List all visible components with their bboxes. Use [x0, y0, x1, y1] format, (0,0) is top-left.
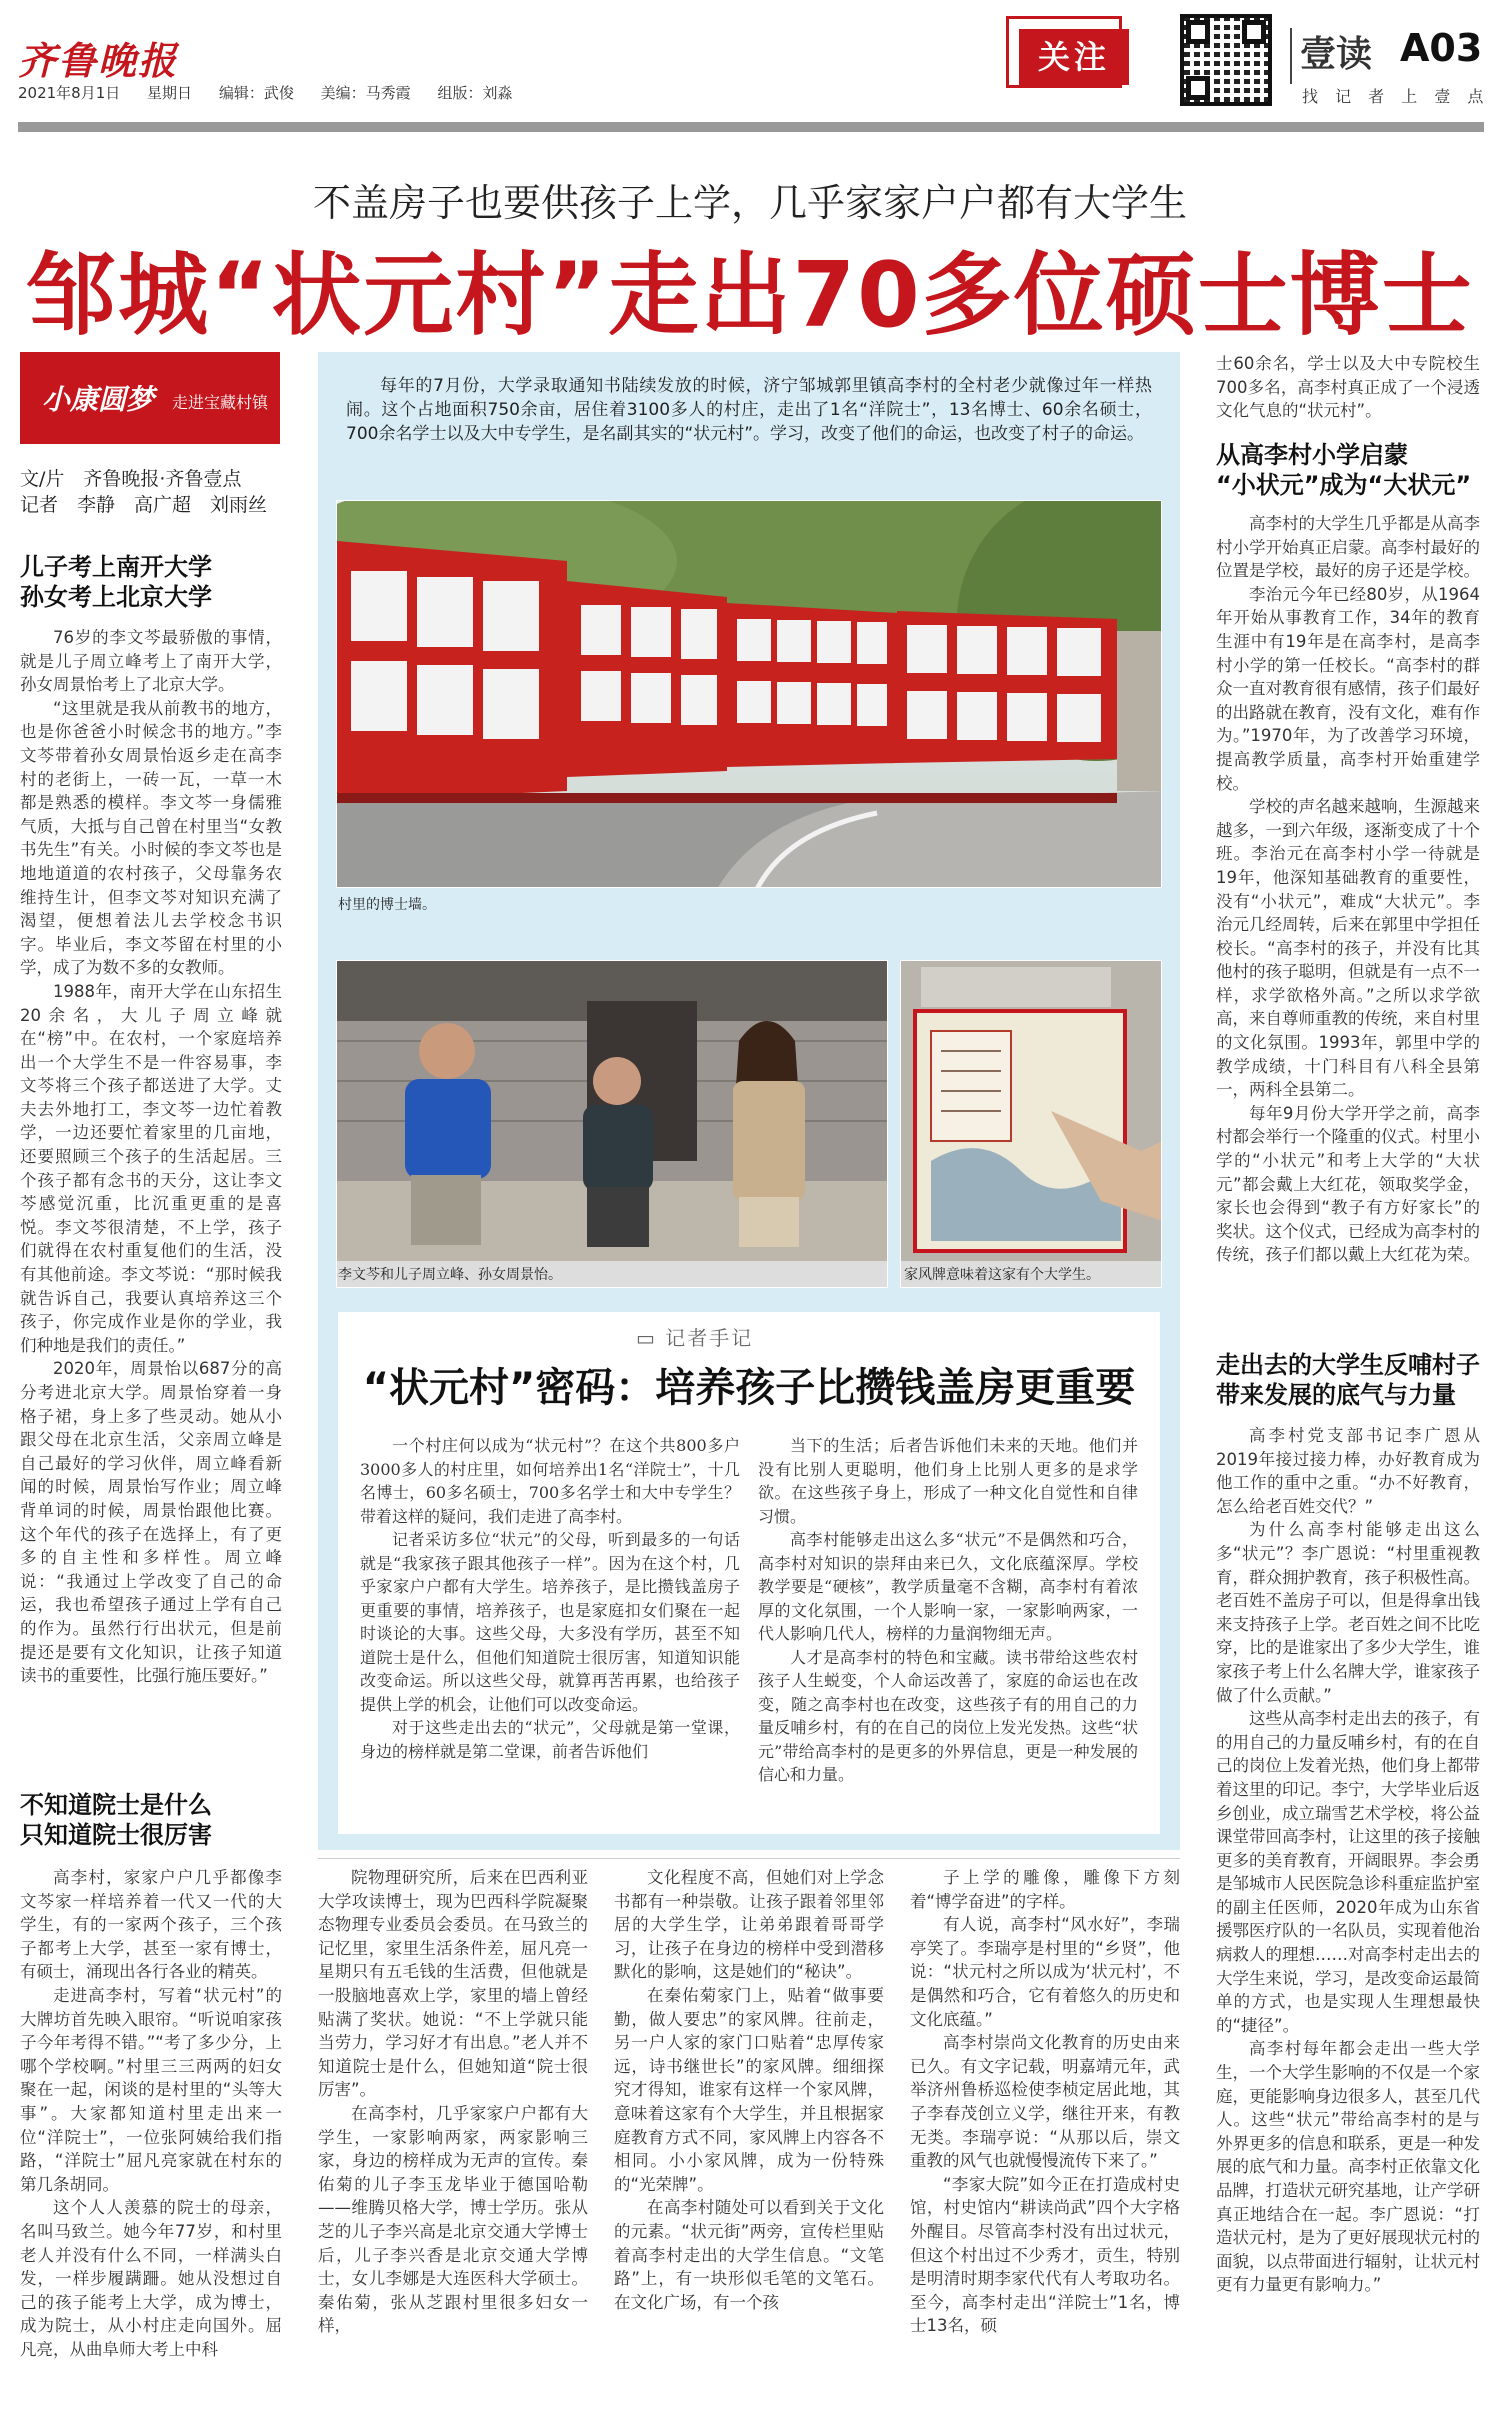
section-name: 壹读	[1300, 34, 1373, 75]
qr-code-icon	[1180, 14, 1272, 106]
notebook-icon: ▭	[636, 1326, 657, 1350]
left-body-2: 高李村，家家户户几乎都像李文芩家一样培养着一代又一代的大学生，有的一家两个孩子，三个孩子都考上大学，甚至一家有博士，有硕士，涌现出各行各业的精英。 走进高李村，写着“状元村”的大牌坊首先映入眼帘。“听说咱家孩子今年考得不错。”“考了多少分，上哪个学校啊。”村里三三两两的妇女聚在一起，闲谈的是村里的“头等大事”。大家都知道村里走出来一位“洋院士”，一位张阿姨给我们指路，“洋院士”屈凡亮家就在村东的第几条胡同。 这个人人羡慕的院士的母亲，名叫马致兰。她今年77岁，和村里老人并没有什么不同，一样满头白发，一样步履蹒跚。她从没想过自己的孩子能考上大学，成为博士，成为院士，从小村庄走向国外。屈凡亮，从曲阜师大考上中科	[20, 1868, 282, 2359]
masthead-rule	[18, 122, 1484, 132]
page-number: A03	[1400, 26, 1483, 70]
feature-box	[318, 352, 1180, 1850]
layout-credit: 组版：刘淼	[437, 84, 513, 102]
newspaper-logo: 齐鲁晚报	[18, 38, 179, 83]
column-tag	[20, 352, 280, 444]
sub-headline: 不盖房子也要供孩子上学，几乎家家户户都有大学生	[312, 181, 1187, 225]
right-heading-2: 走出去的大学生反哺村子 带来发展的底气与力量	[1216, 1351, 1480, 1409]
reporter-note	[338, 1312, 1160, 1834]
reporter-note-left: 一个村庄何以成为“状元村”？在这个共800多户3000多人的村庄里，如何培养出1名“洋院士”，十几名博士，60多名硕士，700多名学士和大中专学生？带着这样的疑问，我们走进了高李村。 记者采访多位“状元”的父母，听到最多的一句话就是“我家孩子跟其他孩子一样”。因为在这个村，几乎家家户户都有大学生。培养孩子，是比攒钱盖房子更重要的事情，培养孩子，也是家庭扣女们聚在一起时谈论的大事。这些父母，大多没有学历，甚至不知道院士是什么，但他们知道院士很厉害，知道知识能改变命运。所以这些父母，就算再苦再累，也给孩子提供上学的机会，让他们可以改变命运。 对于这些走出去的“状元”，父母就是第一堂课，身边的榜样就是第二堂课，前者告诉他们	[360, 1436, 740, 1761]
family-motto-image	[901, 961, 1162, 1261]
issue-date: 2021年8月1日	[18, 84, 121, 102]
right-body-2: 高李村党支部书记李广恩从2019年接过接力棒，办好教育成为他工作的重中之重。“办不好教育，怎么给老百姓交代？” 为什么高李村能够走出这么多“状元”？李广恩说：“村里重视教育，群众拥护教育，孩子积极性高。老百姓不盖房子可以，但是得拿出钱来支持孩子上学。老百姓之间不比吃穿，比的是谁家出了多少大学生，谁家孩子考上什么名牌大学，谁家孩子做了什么贡献。” 这些从高李村走出去的孩子，有的用自己的力量反哺乡村，有的在自己的岗位上发着光热，他们身上都带着这里的印记。李宁，大学毕业后返乡创业，成立瑞雪艺术学校，将公益课堂带回高李村，让这里的孩子接触更多的美育教育，开阔眼界。李会勇是邹城市人民医院急诊科重症监护室的副主任医师，2020年成为山东省援鄂医疗队的一名队员，实现着他治病救人的理想……对高李村走出去的大学生来说，学习，是改变命运最简单的方式，也是实现人生理想最快的“捷径”。 高李村每年都会走出一些大学生，一个大学生影响的不仅是一个家庭，更能影响身边很多人，甚至几代人。这些“状元”带给高李村的是与外界更多的信息和联系，更是一种发展的底气和力量。高李村正依靠文化品牌，打造状元研究基地，让产学研真正地结合在一起。李广恩说：“打造状元村，是为了更好展现状元村的面貌，以点带面进行辐射，让状元村更有力量更有影响力。”	[1216, 1426, 1480, 2295]
caption-family: 李文芩和儿子周立峰、孙女周景怡。	[338, 1267, 562, 1283]
left-heading-2: 不知道院士是什么 只知道院士很厉害	[20, 1791, 212, 1849]
editor-credit: 编辑：武俊	[218, 84, 294, 102]
photo-doctor-wall	[336, 500, 1162, 888]
doctor-wall-image	[337, 501, 1162, 888]
lead-paragraph: 每年的7月份，大学录取通知书陆续发放的时候，济宁邹城郭里镇高李村的全村老少就像过年一样热闹。这个占地面积750余亩，居住着3100多人的村庄，走出了1名“洋院士”，13名博士、60余名硕士，700余名学士以及大中专学生，是名副其实的“状元村”。学习，改变了他们的命运，也改变了村子的命运。	[346, 376, 1152, 444]
byline-reporters: 记者 李静 高广超 刘雨丝	[20, 494, 268, 516]
bottom-col-3: 子上学的雕像，雕像下方刻着“博学奋进”的字样。 有人说，高李村“风水好”，李瑞亭笑了。李瑞亭是村里的“乡贤”，他说：“状元村之所以成为‘状元村’，不是偶然和巧合，它有着悠久的历史和文化底蕴。” 高李村崇尚文化教育的历史由来已久。有文字记载，明嘉靖元年，武举济州鲁桥巡检使李桢定居此地，其子李春茂创立义学，继往开来，有教无类。李瑞亭说：“从那以后，崇文重教的风气也就慢慢流传下来了。” “李家大院”如今正在打造成村史馆，村史馆内“耕读尚武”四个大字格外醒目。尽管高李村没有出过状元，但这个村出过不少秀才，贡生，特别是明清时期李家代代有人考取功名。至今，高李村走出“洋院士”1名，博士13名，硕	[910, 1868, 1180, 2336]
caption-doctor-wall: 村里的博士墙。	[338, 897, 436, 913]
column-tag-sub: 走进宝藏村镇	[172, 393, 269, 412]
masthead	[0, 0, 1500, 130]
issue-weekday: 星期日	[147, 84, 193, 102]
bottom-col-2: 文化程度不高，但她们对上学念书都有一种崇敬。让孩子跟着邻里邻居的大学生学，让弟弟跟着哥哥学习，让孩子在身边的榜样中受到潜移默化的影响，这是她们的“秘诀”。 在秦佑菊家门上，贴着“做事要勤，做人要忠”的家风牌。往前走，另一户人家的家门口贴着“忠厚传家远，诗书继世长”的家风牌。细细探究才得知，谁家有这样一个家风牌，意味着这家有个大学生，并且根据家庭教育方式不同，家风牌上内容各不相同。小小家风牌，成为一份特殊的“光荣牌”。 在高李村随处可以看到关于文化的元素。“状元街”两旁，宣传栏里贴着高李村走出的大学生信息。“文笔路”上，有一块形似毛笔的文笔石。在文化广场，有一个孩	[614, 1868, 884, 2312]
column-tag-title: 小康圆梦	[42, 383, 155, 416]
masthead-divider	[1290, 28, 1292, 84]
slogan: 找 记 者 上 壹 点	[1302, 87, 1490, 106]
dateline	[18, 82, 534, 103]
bottom-rule	[318, 1858, 1180, 1859]
reporter-note-title: “状元村”密码：培养孩子比攒钱盖房更重要	[362, 1365, 1136, 1411]
right-body-0: 士60余名，学士以及大中专院校生700多名，高李村真正成了一个浸透文化气息的“状元村”。	[1216, 354, 1480, 421]
byline	[20, 466, 267, 518]
family-image	[337, 961, 888, 1261]
caption-family-motto: 家风牌意味着这家有个大学生。	[904, 1267, 1100, 1283]
main-headline: 邹城“状元村”走出70多位硕士博士	[26, 243, 1474, 348]
reporter-note-right: 当下的生活；后者告诉他们未来的天地。他们并没有比别人更聪明，他们身上比别人更多的是求学欲。在这些孩子身上，形成了一种文化自觉性和自律习惯。 高李村能够走出这么多“状元”不是偶然和巧合，高李村对知识的崇拜由来已久，文化底蕴深厚。学校教学要是“硬核”，教学质量毫不含糊，高李村有着浓厚的文化氛围，一个人影响一家，一家影响两家，一代人影响几代人，榜样的力量润物细无声。 人才是高李村的特色和宝藏。读书带给这些农村孩子人生蜕变，个人命运改善了，家庭的命运也在改变，随之高李村也在改变，这些孩子有的用自己的力量反哺乡村，有的在自己的岗位上发光发热。这些“状元”带给高李村的是更多的外界信息，更是一种发展的信心和力量。	[758, 1436, 1138, 1784]
right-heading-1: 从高李村小学启蒙 “小状元”成为“大状元”	[1216, 441, 1472, 499]
designer-credit: 美编：马秀霞	[320, 84, 411, 102]
left-heading-1: 儿子考上南开大学 孙女考上北京大学	[20, 553, 212, 611]
reporter-note-label: ▭ 记者手记	[636, 1326, 754, 1350]
byline-source: 文/片 齐鲁晚报·齐鲁壹点	[20, 468, 242, 490]
photo-family	[336, 960, 888, 1288]
follow-badge	[1006, 16, 1122, 88]
right-body-1: 高李村的大学生几乎都是从高李村小学开始真正启蒙。高李村最好的位置是学校，最好的房子还是学校。 李治元今年已经80岁，从1964年开始从事教育工作，34年的教育生涯中有19年是在高李村，是高李村小学的第一任校长。“高李村的群众一直对教育很有感情，孩子们最好的出路就在教育，没有文化，难有作为。”1970年，为了改善学习环境，提高教学质量，高李村开始重建学校。 学校的声名越来越响，生源越来越多，一到六年级，逐渐变成了十个班。李治元在高李村小学一待就是19年，他深知基础教育的重要性，没有“小状元”，难成“大状元”。李治元几经周转，后来在郭里中学担任校长。“高李村的孩子，并没有比其他村的孩子聪明，但就是有一点不一样，求学欲格外高。”之所以求学欲高，来自尊师重教的传统，来自村里的文化氛围。1993年，郭里中学的教学成绩，十门科目有八科全县第一，两科全县第二。 每年9月份大学开学之前，高李村都会举行一个隆重的仪式。村里小学的“小状元”和考上大学的“大状元”都会戴上大红花，领取奖学金，家长也会得到“教子有方好家长”的奖状。这个仪式，已经成为高李村的传统，孩子们都以戴上大红花为荣。	[1216, 514, 1480, 1265]
follow-label: 关注	[1019, 29, 1129, 85]
bottom-col-1: 院物理研究所，后来在巴西利亚大学攻读博士，现为巴西科学院凝聚态物理专业委员会委员。在马致兰的记忆里，家里生活条件差，屈凡亮一星期只有五毛钱的生活费，但他就是一股脑地喜欢上学，家里的墙上曾经贴满了奖状。她说：“不上学就只能当劳力，学习好才有出息。”老人并不知道院士是什么，但她知道“院士很厉害”。 在高李村，几乎家家户户都有大学生，一家影响两家，两家影响三家，身边的榜样成为无声的宣传。秦佑菊的儿子李玉龙毕业于德国哈勒——维腾贝格大学，博士学历。张从芝的儿子李兴高是北京交通大学博士后，儿子李兴香是北京交通大学博士，女儿李娜是大连医科大学硕士。秦佑菊，张从芝跟村里很多妇女一样，	[318, 1868, 588, 2336]
photo-family-motto	[900, 960, 1162, 1288]
left-body-1: 76岁的李文芩最骄傲的事情，就是儿子周立峰考上了南开大学，孙女周景怡考上了北京大学。 “这里就是我从前教书的地方，也是你爸爸小时候念书的地方。”李文芩带着孙女周景怡返乡走在高李村的老街上，一砖一瓦，一草一木都是熟悉的模样。李文芩一身儒雅气质，大抵与自己曾在村里当“女教书先生”有关。小时候的李文芩也是地地道道的农村孩子，父母靠务农维持生计，但李文芩对知识充满了渴望，便想着法儿去学校念书识字。毕业后，李文芩留在村里的小学，成了为数不多的女教师。 1988年，南开大学在山东招生20余名，大儿子周立峰就在“榜”中。在农村，一个家庭培养出一个大学生不是一件容易事，李文芩将三个孩子都送进了大学。丈夫去外地打工，李文芩一边忙着教学，一边还要忙着家里的几亩地，还要照顾三个孩子的生活起居。三个孩子都有念书的天分，这让李文芩感觉沉重，比沉重更重的是喜悦。李文芩很清楚，不上学，孩子们就得在农村重复他们的生活，没有其他前途。李文芩说：“那时候我就告诉自己，我要认真培养这三个孩子，你完成作业是你的学业，我们种地是我们的责任。” 2020年，周景怡以687分的高分考进北京大学。周景怡穿着一身格子裙，身上多了些灵动。她从小跟父母在北京生活，父亲周立峰是自己最好的学习伙伴，周立峰看新闻的时候，周景怡写作业；周立峰背单词的时候，周景怡跟他比赛。这个年代的孩子在选择上，有了更多的自主性和多样性。周立峰说：“我通过上学改变了自己的命运，我也希望孩子通过上学有自己的作为。虽然行行出状元，但是前提还是要有文化知识，让孩子知道读书的重要性，比强行施压要好。”	[20, 628, 282, 1686]
